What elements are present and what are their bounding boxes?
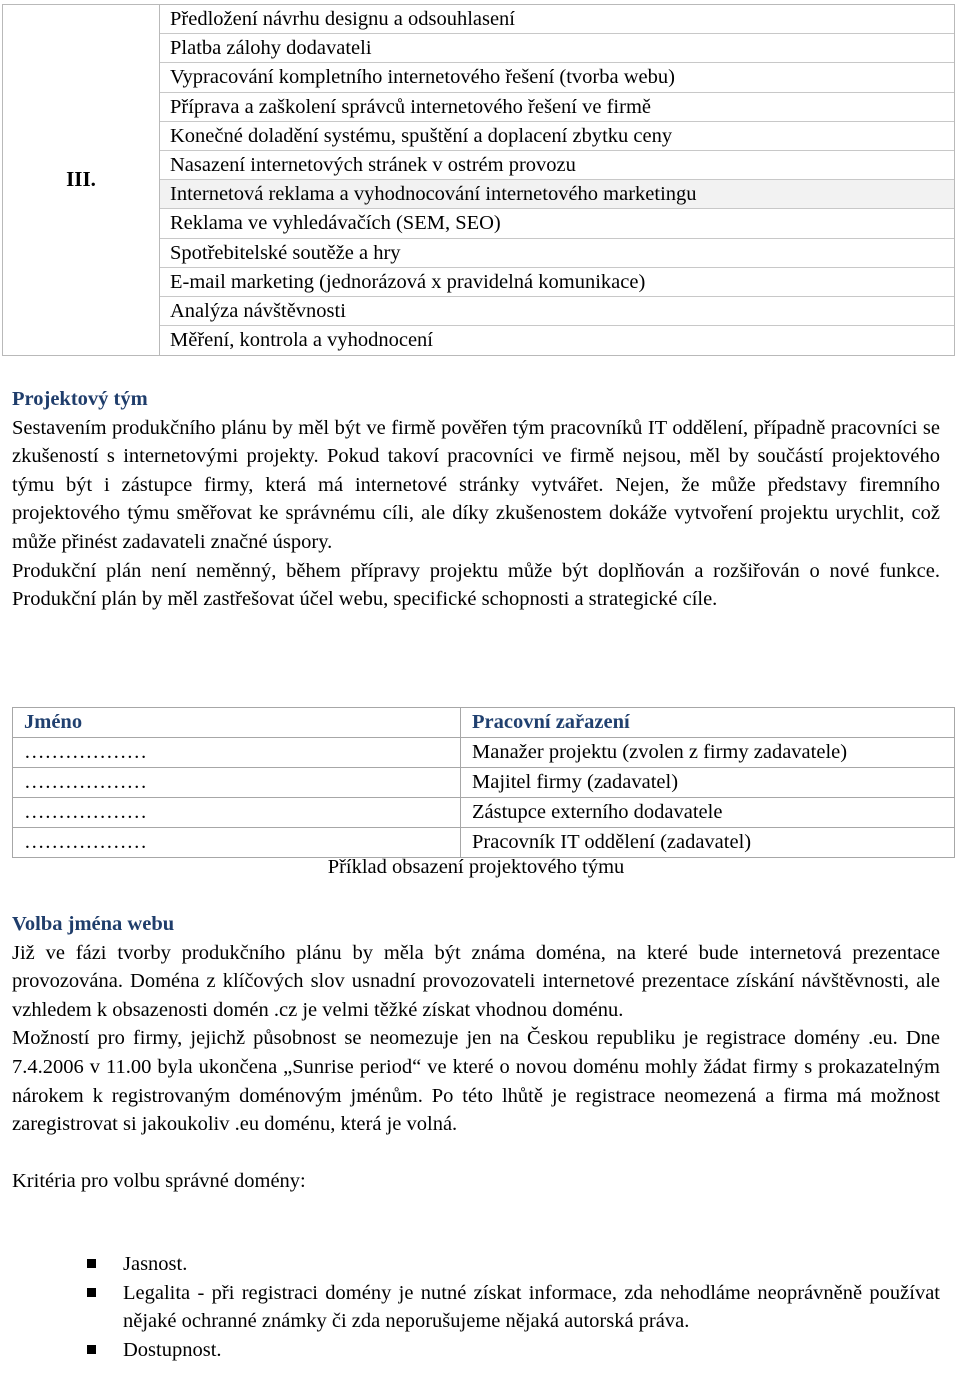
table-caption: Příklad obsazení projektového týmu [327,856,625,878]
square-bullet-icon [87,1288,96,1297]
column-header-name: Jméno [13,708,461,738]
phase-step: Konečné doladění systému, spuštění a doplacení zbytku ceny [160,122,954,151]
cell-name: ……………… [13,768,461,798]
list-item-text: Dostupnost. [123,1338,222,1361]
phase-step: Analýza návštěvnosti [160,297,954,326]
list-item-text: Legalita - při registraci domény je nutné získat informace, zda nehodláme neoprávněně používat nějaké ochranné známky či zda neporušujeme nějaká autorská práva. [123,1281,940,1333]
phase-label-cell [3,5,160,356]
list-item [12,1279,940,1336]
section-web-name [12,910,940,1196]
paragraph: Produkční plán není neměnný, během přípravy projektu může být doplňován a rozšiřován o nové funkce. Produkční plán by měl zastřešovat účel webu, specifické schopnosti a strategické cíle. [12,559,940,611]
phase-step: Nasazení internetových stránek v ostrém provozu [160,151,954,180]
table-row [13,768,955,798]
cell-name: ……………… [13,738,461,768]
phase-step: E-mail marketing (jednorázová x pravidelná komunikace) [160,268,954,297]
square-bullet-icon [87,1259,96,1268]
phase-step: Předložení návrhu designu a odsouhlasení [160,5,954,34]
criteria-list [12,1250,940,1364]
phase-step: Příprava a zaškolení správců internetového řešení ve firmě [160,93,954,122]
paragraph: Sestavením produkčního plánu by měl být ve firmě pověřen tým pracovníků IT oddělení, případně pracovníci se zkušeností s internetovými projekty. Pokud takoví pracovníci ve firmě nejsou, měl by součástí projektového týmu být i zástupce firmy, která má internetové stránky vytvářet. Nejen, že může představy firemního projektového týmu směřovat ke správnému cíli, ale díky zkušenostem dokáže vytvoření projektu urychlit, což může přinést zadavateli značné úspory. [12,416,940,553]
list-item-text: Jasnost. [123,1253,188,1275]
phase-label: III. [66,166,96,191]
table-header-row [13,708,955,738]
cell-role: Majitel firmy (zadavatel) [461,768,955,798]
team-table [12,707,955,858]
table-row [13,798,955,828]
section-heading: Volba jména webu [12,913,175,935]
criteria-label: Kritéria pro volbu správné domény: [12,1170,306,1193]
table-row [13,738,955,768]
square-bullet-icon [87,1345,96,1354]
cell-role: Pracovník IT oddělení (zadavatel) [461,828,955,858]
paragraph: Již ve fázi tvorby produkčního plánu by měla být známa doména, na které bude internetová prezentace provozována. Doména z klíčových slov usnadní provozovateli internetové prezentace získání návštěvnosti, ale vzhledem k obsazenosti domén .cz je velmi těžké získat vhodnou doménu. [12,941,940,1021]
cell-name: ……………… [13,798,461,828]
phase-step: Vypracování kompletního internetového řešení (tvorba webu) [160,63,954,92]
phase-table [2,4,955,356]
phase-step: Spotřebitelské soutěže a hry [160,239,954,268]
cell-role: Manažer projektu (zvolen z firmy zadavatele) [461,738,955,768]
column-header-role: Pracovní zařazení [461,708,955,738]
phase-step: Reklama ve vyhledávačích (SEM, SEO) [160,209,954,238]
cell-name: ……………… [13,828,461,858]
section-heading: Projektový tým [12,388,148,410]
section-project-team [12,385,940,614]
phase-step: Platba zálohy dodavateli [160,34,954,63]
paragraph: Možností pro firmy, jejichž působnost se neomezuje jen na Českou republiku je registrace domény .eu. Dne 7.4.2006 v 11.00 byla ukončena „Sunrise period“ ve které o novou doménu mohly žádat firmy s prokazatelným nárokem k registrovaným doménovým jménům. Po této lhůtě je registrace neomezená a firma má možnost zaregistrovat si jakoukoliv .eu doménu, která je volná. [12,1027,940,1136]
phase-steps [160,5,955,356]
spacer [12,1139,940,1168]
list-item [12,1336,940,1365]
phase-step: Měření, kontrola a vyhodnocení [170,329,434,352]
list-item [12,1250,940,1279]
cell-role: Zástupce externího dodavatele [461,798,955,828]
phase-step-subheading: Internetová reklama a vyhodnocování internetového marketingu [160,180,954,209]
